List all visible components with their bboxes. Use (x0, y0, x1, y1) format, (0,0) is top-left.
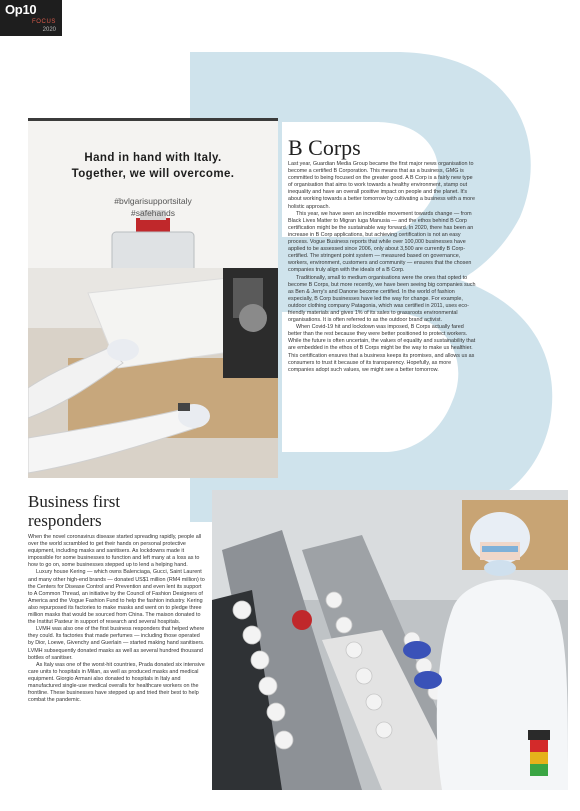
bcorps-body (288, 161, 476, 374)
advert-slogan-line1: Hand in hand with Italy. (84, 152, 222, 164)
year-label: 2020 (42, 27, 56, 33)
bfr-title-line2: responders (28, 511, 102, 530)
bcorps-paragraph: Traditionally, small to medium organisations were the ones that opted to become B Corps, but more recently, we have been seeing big companies such as Ben & Jerry's and Danone become certified. In the world of fashion especially, B Corp businesses have led the way for change. For example, outdoor clothing company Patagonia, which was certified in 2011, uses eco-friendly materials and gives 1% of its sales to grassroots environmental organisations. It is often referred to as the outdoor brand activist. (288, 274, 476, 324)
bfr-paragraph: LVMH was also one of the first business responders that helped where they could. Its factories that made perfumes — including those operated by Dior, Loewe, Givenchy and Guerlain — started making hand sanitisers. LVMH subsequently donated masks as well as several hundred thousand bottles of sanitiser. (28, 626, 205, 661)
section-label: FOCUS (32, 19, 56, 25)
bcorps-paragraph: This year, we have seen an incredible movement towards change — from Black Lives Matter to Migran Iuga Manusia — and the ethos behind B Corp certification might be the sustainable way forward. In 2020, there has been an increase in B Corp applications, but achieving certification is not an easy process. Vogue Business reports that while over 100,000 businesses have applied to be assessed since 2006, only about 3,500 are currently B Corp-certified. The stringent point system — measured based on governance, workers, environment, customers and community — ensures that the chosen companies truly align with the ideals of a B Corp. (288, 210, 474, 274)
bfr-title-line1: Business first (28, 492, 121, 511)
bfr-title (28, 492, 208, 530)
bcorps-title: B Corps (288, 135, 361, 160)
factory-photo (212, 490, 568, 790)
advert-hashtag-2: #safehands (131, 208, 175, 218)
advert-hashtag-1: #bvlgarisupportsitaly (114, 196, 192, 206)
bfr-body (28, 534, 206, 704)
bcorps-paragraph: Last year, Guardian Media Group became the first major news organisation to become a certified B Corporation. This means that as a business, GMG is committed to being focused on the greater good. A B Corp is a fairly new type of organisation that aims to work towards a healthy environment, stamp out inequality and have an overall positive impact on people and the planet. It's about working towards a better tomorrow by cultivating a business with a more holistic approach. (288, 161, 475, 210)
bcorps-paragraph: When Covid-19 hit and lockdown was imposed, B Corps actually fared better than the rest because they were better positioned to protect workers. While the future is often uncertain, the values of equality and sustainability that are embedded in the ethos of B Corps might be the way to make us healthier. This certification ensures that a business keeps its promises, and allows us as consumers to trust it because of its transparency. Hopefully, as more companies adopt such values, we might see a better tomorrow. (288, 324, 476, 373)
page-number: Op10 (5, 2, 37, 17)
bfr-paragraph: Luxury house Kering — which owns Balenciaga, Gucci, Saint Laurent and many other high-end brands — donated US$1 million (RM4 million) to the Centers for Disease Control and Prevention and even lent its support to A Common Thread, an initiative by the Council of Fashion Designers of America and the Vogue Fashion Fund to help the fashion industry. Kering also repurposed its factories to make masks and went on to pledge three million masks that would be sourced from China. The maison donated to the Institut Pasteur in support of research and several hospitals. (28, 569, 205, 626)
page-badge (0, 0, 62, 36)
bfr-paragraph: As Italy was one of the worst-hit countries, Prada donated six intensive care units to hospitals in Milan, as well as produced masks and medical equipment. Giorgio Armani also donated to hospitals in Italy and manufactured single-use medical overalls for healthcare workers on the frontline. These businesses have stepped up and tried their best to help combat the pandemic. (28, 661, 205, 704)
bfr-paragraph: When the novel coronavirus disease started spreading rapidly, people all over the world scrambled to get their hands on personal protective equipment, including masks and sanitisers. As lockdowns made it impossible for some businesses to function and left many at a loss as to how to go on, some businesses stepped up to lend a helping hand. (28, 534, 202, 569)
advert-slogan-line2: Together, we will overcome. (71, 168, 235, 180)
bvlgari-advert (28, 118, 278, 478)
